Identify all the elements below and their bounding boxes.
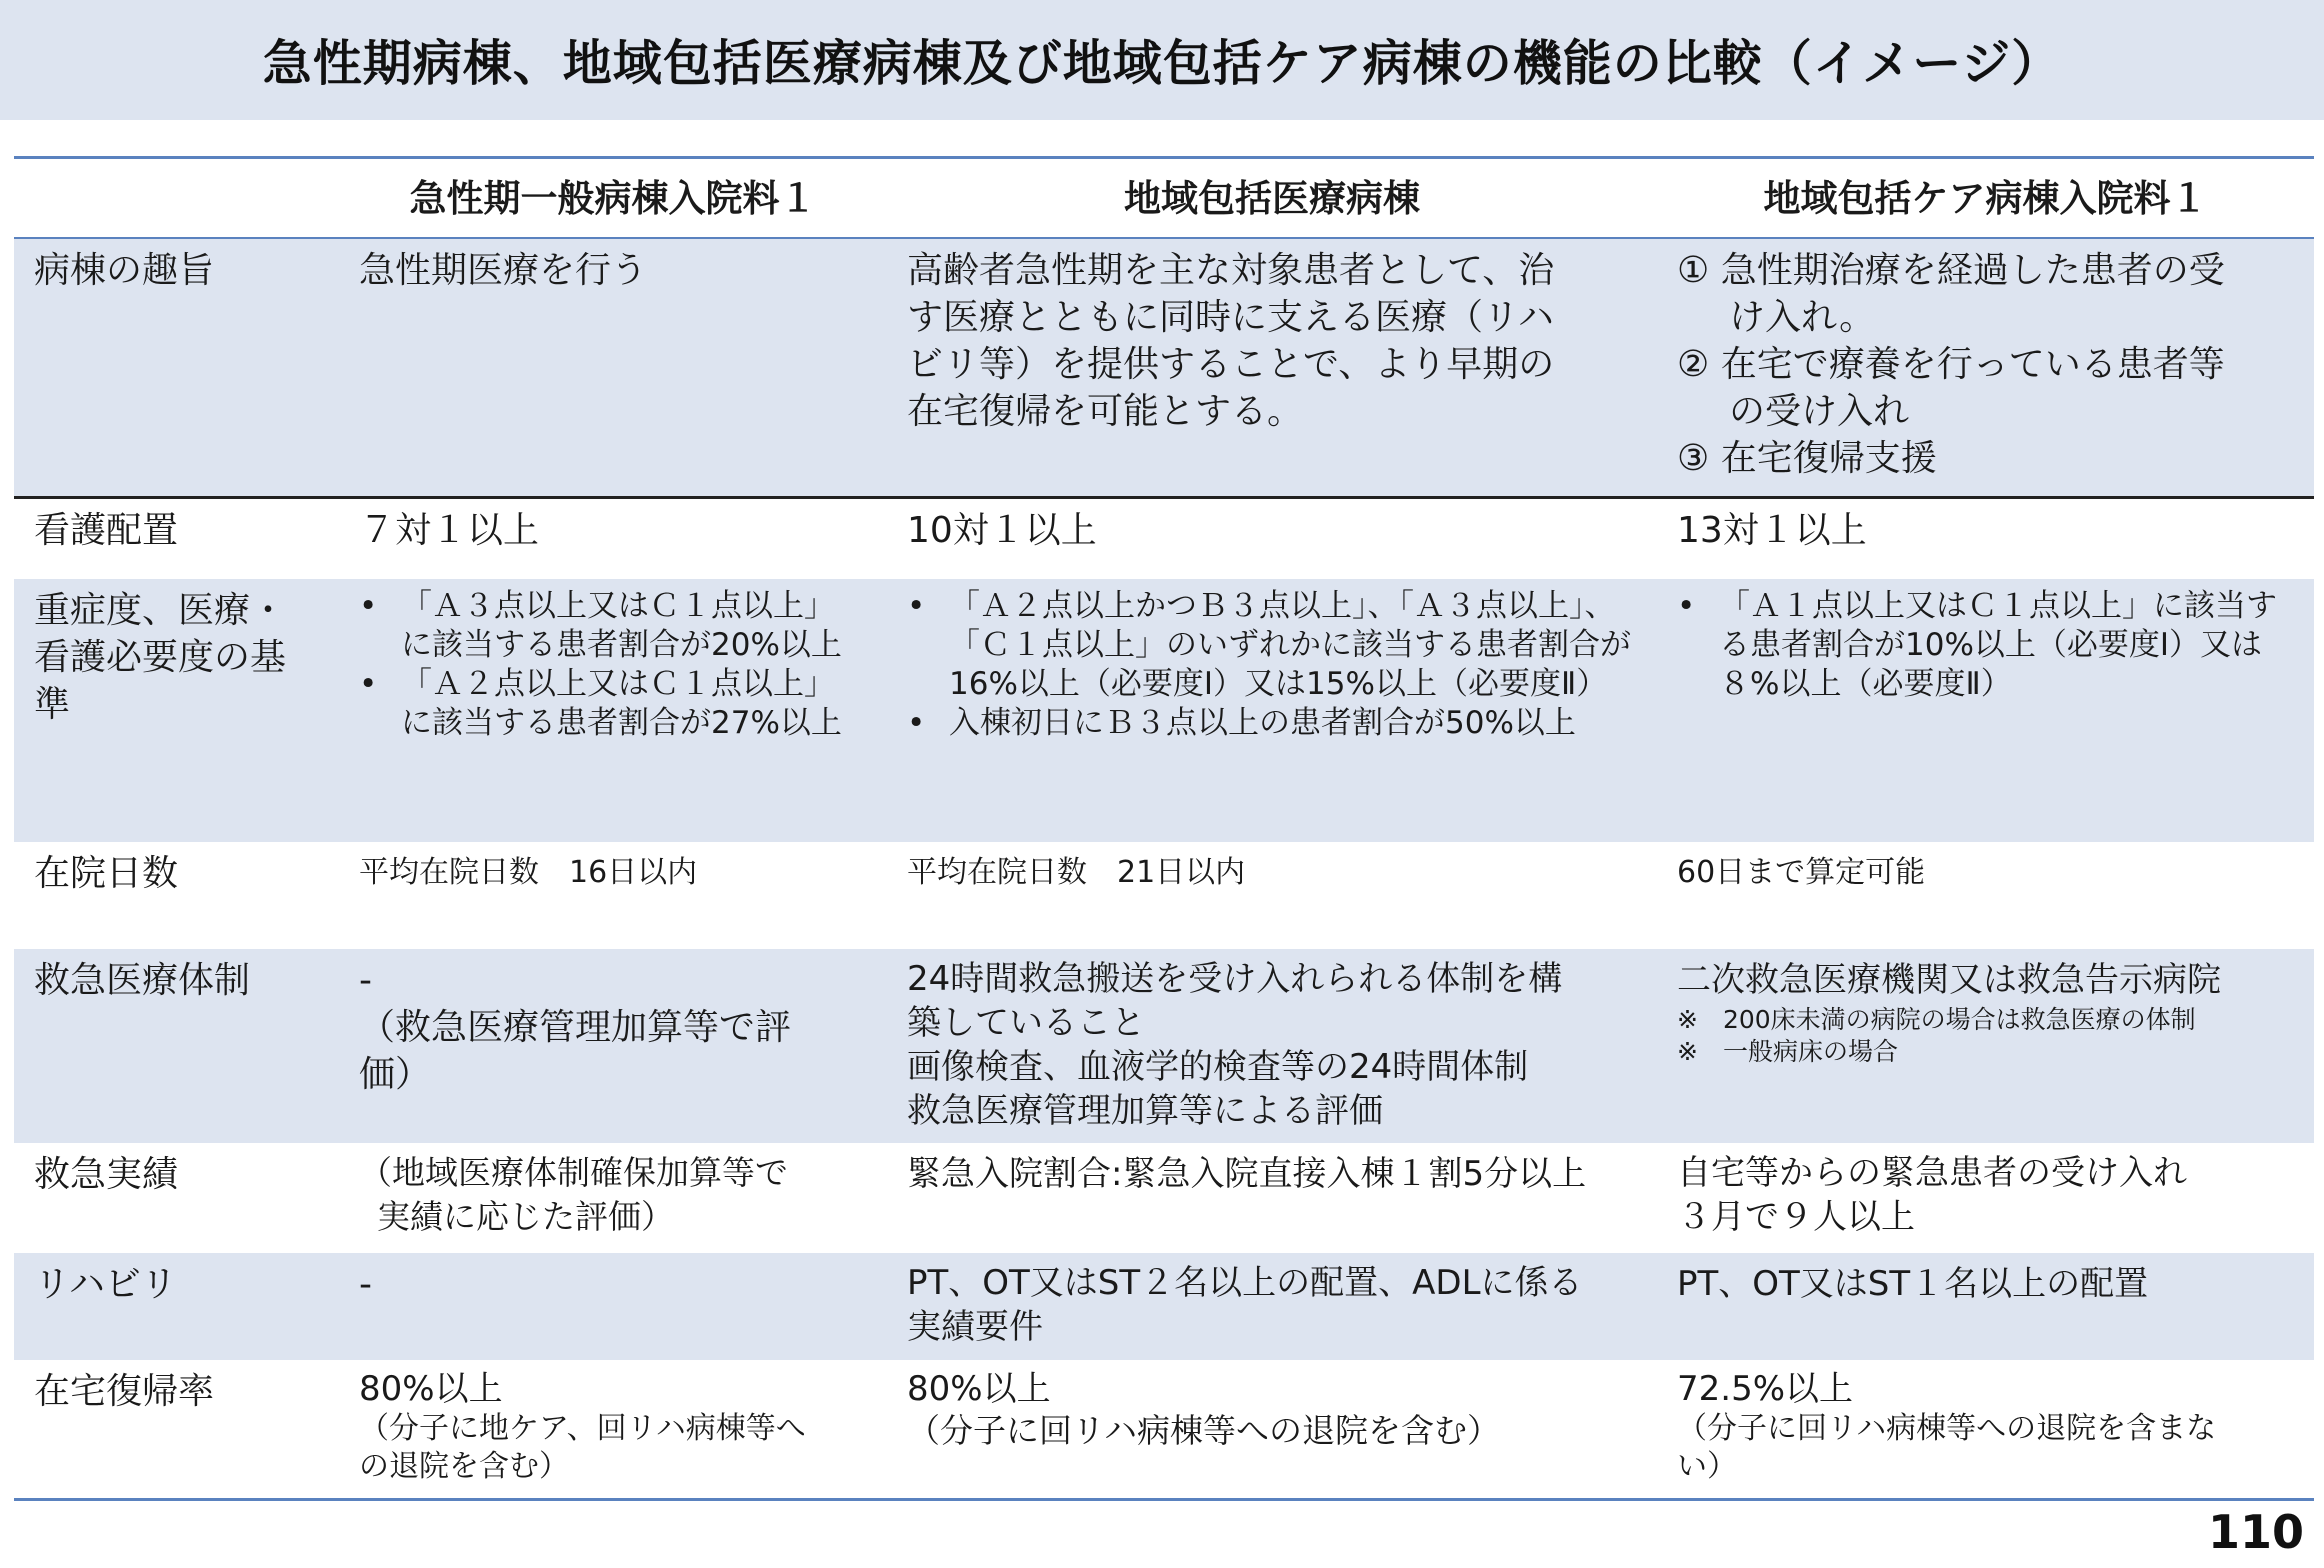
table-header-row — [14, 159, 2314, 239]
cell-text: - （救急医療管理加算等で評 価） — [359, 960, 792, 1095]
cell-text: ① 急性期治療を経過した患者の受 け入れ。 ② 在宅で療養を行っている患者等 の受け入れ ③ 在宅復帰支援 — [1677, 250, 2225, 479]
comparison-table — [14, 156, 2314, 1501]
note: （分子に地ケア、回リハ病棟等へ — [359, 1411, 806, 1446]
table-row-severity — [14, 579, 2314, 842]
cell-text: 急性期医療を行う — [359, 250, 648, 291]
cell-text: 80%以上 （分子に回リハ病棟等への退院を含む） — [887, 1360, 1657, 1498]
cell-bullets — [887, 579, 1657, 842]
header-acute-general: 急性期一般病棟入院料１ — [409, 176, 817, 220]
cell-text: 自宅等からの緊急患者の受け入れ ３月で９人以上 — [1677, 1153, 2187, 1237]
note: ※ 200床未満の病院の場合は救急医療の体制 — [1677, 1005, 2196, 1034]
cell-text: PT、OT又はST２名以上の配置、ADLに係る 実績要件 — [907, 1263, 1583, 1347]
table-row-home-return — [14, 1360, 2314, 1498]
table-row-nursing — [14, 499, 2314, 579]
row-label: 在宅復帰率 — [34, 1371, 215, 1412]
title-bar — [0, 0, 2324, 120]
cell-text: PT、OT又はST１名以上の配置 — [1677, 1264, 2149, 1304]
table-row-emergency-record — [14, 1143, 2314, 1253]
table-row-emergency-system — [14, 949, 2314, 1143]
cell-text: 平均在院日数 16日以内 — [359, 855, 698, 890]
table-row-purpose — [14, 239, 2314, 499]
table-row-rehab — [14, 1253, 2314, 1360]
cell-text: 60日まで算定可能 — [1677, 855, 1926, 890]
cell-text: 10対１以上 — [907, 510, 1097, 551]
row-label: 病棟の趣旨 — [34, 250, 215, 291]
bullet-item: • 「Ａ２点以上又はＣ１点以上」に該当する患者割合が27%以上 — [359, 665, 847, 743]
page-title: 急性期病棟、地域包括医療病棟及び地域包括ケア病棟の機能の比較（イメージ） — [262, 35, 2062, 92]
note: ※ 一般病床の場合 — [1677, 1037, 1898, 1066]
row-label: 救急実績 — [34, 1154, 179, 1195]
cell-text: - — [359, 1264, 372, 1305]
bullet-item: • 「Ａ２点以上かつＢ３点以上」、「Ａ３点以上」、「Ｃ１点以上」のいずれかに該当する患者割合が16%以上（必要度Ⅰ）又は15%以上（必要度Ⅱ） — [907, 587, 1633, 704]
bullet-item: • 入棟初日にＢ３点以上の患者割合が50%以上 — [907, 704, 1633, 743]
note: （分子に回リハ病棟等への退院を含む） — [907, 1411, 1501, 1450]
bullet-item: • 「Ａ１点以上又はＣ１点以上」に該当する患者割合が10%以上（必要度Ⅰ）又は８%以上（必要度Ⅱ） — [1677, 587, 2304, 704]
page-number: 110 — [2207, 1505, 2304, 1559]
row-label: 在院日数 — [34, 853, 179, 894]
note: い） — [1677, 1449, 1737, 1484]
cell-text: 高齢者急性期を主な対象患者として、治 す医療とともに同時に支える医療（リハ ビリ等）を提供することで、より早期の 在宅復帰を可能とする。 — [907, 250, 1555, 432]
cell-bullets — [339, 579, 887, 842]
cell-text: 緊急入院割合:緊急入院直接入棟１割5分以上 — [907, 1154, 1587, 1194]
cell-text: 72.5%以上 （分子に回リハ病棟等への退院を含まな い） — [1657, 1360, 2314, 1498]
cell-text: （地域医療体制確保加算等で 実績に応じた評価） — [359, 1153, 788, 1236]
cell-text: ７対１以上 — [359, 510, 540, 551]
row-label: 看護配置 — [34, 510, 179, 551]
cell-bullets — [1657, 579, 2314, 842]
row-label: リハビリ — [34, 1264, 177, 1305]
cell-text: 13対１以上 — [1677, 510, 1867, 551]
note: （分子に回リハ病棟等への退院を含まな — [1677, 1411, 2217, 1446]
cell-text: 二次救急医療機関又は救急告示病院 ※ 200床未満の病院の場合は救急医療の体制 ※ 一般病床の場合 — [1657, 949, 2314, 1143]
header-community-care: 地域包括ケア病棟入院料１ — [1763, 176, 2208, 220]
row-label: 救急医療体制 — [34, 960, 251, 1001]
header-community-medical: 地域包括医療病棟 — [1124, 176, 1420, 220]
cell-text: 80%以上 （分子に地ケア、回リハ病棟等へ の退院を含む） — [339, 1360, 887, 1498]
row-label: 重症度、医療・ 看護必要度の基 準 — [34, 590, 287, 725]
cell-text: 平均在院日数 21日以内 — [907, 855, 1246, 890]
bullet-item: • 「Ａ３点以上又はＣ１点以上」に該当する患者割合が20%以上 — [359, 587, 847, 665]
note: の退院を含む） — [359, 1449, 569, 1484]
table-row-stay — [14, 842, 2314, 949]
cell-text: 24時間救急搬送を受け入れられる体制を構 築していること 画像検査、血液学的検査等の24時間体制 救急医療管理加算等による評価 — [907, 959, 1563, 1131]
